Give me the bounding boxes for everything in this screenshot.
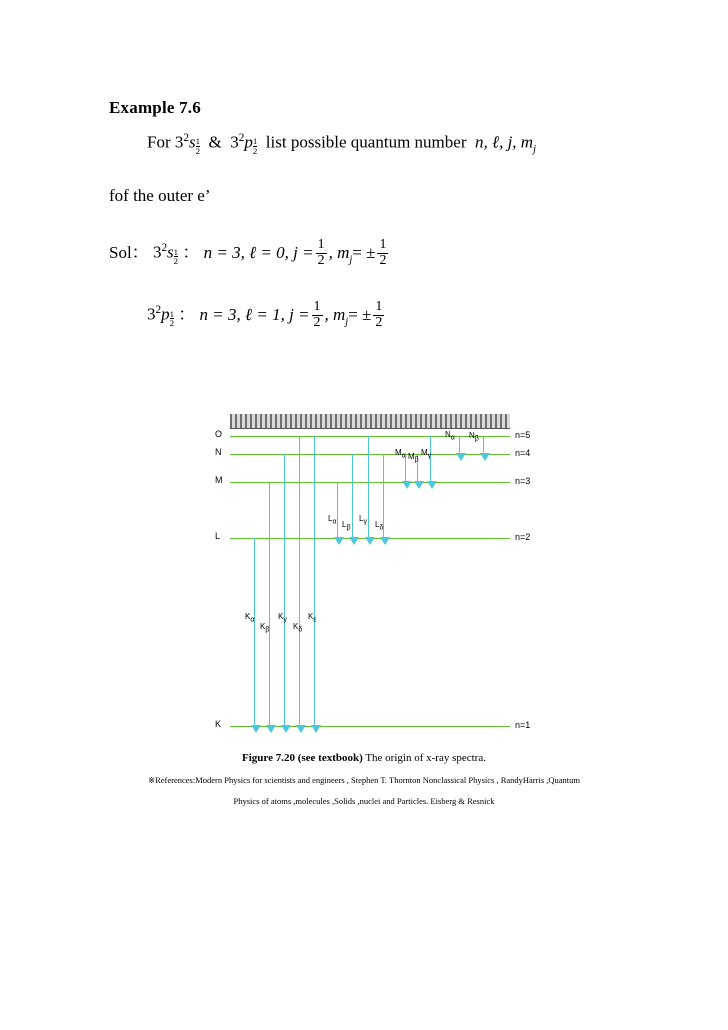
transition-arrow-N-beta bbox=[483, 436, 484, 454]
level-label-L: L bbox=[215, 531, 221, 541]
sol-state-3s-half: $3^2s$ $\frac{1}{2}$ bbox=[152, 242, 179, 267]
problem-statement bbox=[147, 132, 536, 156]
j-fraction: $\frac{1}{2}$ bbox=[252, 136, 258, 157]
mj-equals: = ± bbox=[352, 243, 376, 262]
transition-label-K-alpha: Kα bbox=[245, 612, 255, 624]
level-line-N bbox=[230, 454, 510, 455]
level-label-O: O bbox=[215, 429, 223, 439]
level-n-label-4: n=4 bbox=[515, 448, 531, 458]
transition-arrow-K-alpha bbox=[254, 538, 255, 726]
solution-line-2 bbox=[147, 300, 386, 331]
transition-arrow-K-beta bbox=[269, 482, 270, 726]
l-equation: ℓ = 0, bbox=[249, 243, 289, 262]
continuum-hatch-band bbox=[230, 414, 510, 429]
sol-state-3p-half: $3^2p$ $\frac{1}{2}$ bbox=[147, 304, 175, 329]
mj-value-fraction: $\frac{1}{2}$ bbox=[375, 298, 383, 330]
level-label-N: N bbox=[215, 447, 222, 457]
transition-arrow-K-delta bbox=[299, 436, 300, 726]
figure-caption-bold: Figure 7.20 (see textbook) bbox=[242, 752, 363, 764]
transition-arrow-K-gamma bbox=[284, 454, 285, 726]
references-line-2: Physics of atoms ,molecules ,Solids ,nuclei and Particles. Eisberg & Resnick bbox=[233, 796, 495, 806]
mj-equals: = ± bbox=[348, 305, 372, 324]
transition-arrow-L-gamma bbox=[368, 436, 369, 538]
colon: ： bbox=[182, 243, 200, 262]
mj-value-fraction: $\frac{1}{2}$ bbox=[379, 236, 387, 268]
quantum-numbers-subscript: j bbox=[533, 144, 537, 156]
transition-arrow-K-epsilon bbox=[314, 436, 315, 726]
transition-label-K-beta: Kβ bbox=[260, 622, 270, 634]
solution-line-1 bbox=[109, 238, 390, 269]
transition-label-N-alpha: Nα bbox=[445, 430, 455, 442]
mj-subscript: j bbox=[349, 254, 353, 266]
transition-label-M-beta: Mβ bbox=[408, 452, 419, 464]
transition-arrow-N-alpha bbox=[459, 436, 460, 454]
transition-label-N-beta: Nβ bbox=[469, 431, 479, 443]
j-equation: j = bbox=[289, 305, 310, 324]
transition-label-K-epsilon: Kε bbox=[308, 612, 317, 624]
ampersand: & bbox=[208, 132, 222, 152]
state-3p-half: $3^2p$ $\frac{1}{2}$ bbox=[230, 132, 258, 157]
level-line-O bbox=[230, 436, 510, 437]
figure-caption bbox=[0, 752, 728, 764]
transition-arrow-L-alpha bbox=[337, 482, 338, 538]
transition-label-M-alpha: Mα bbox=[395, 448, 406, 460]
j-fraction: $\frac{1}{2}$ bbox=[169, 308, 175, 329]
level-n-label-1: n=1 bbox=[515, 720, 531, 730]
problem-second-line: fof the outer e’ bbox=[109, 186, 211, 205]
j-value-fraction: $\frac{1}{2}$ bbox=[313, 298, 321, 330]
n-equation: n = 3, bbox=[203, 243, 245, 262]
level-label-M: M bbox=[215, 475, 223, 485]
page-title: Example 7.6 bbox=[109, 98, 201, 117]
transition-label-L-delta: Lδ bbox=[375, 520, 384, 532]
mj-equation: , m bbox=[324, 305, 346, 324]
sol-label: Sol： bbox=[109, 243, 149, 262]
level-label-K: K bbox=[215, 719, 222, 729]
transition-label-M-gamma: Mγ bbox=[421, 448, 432, 460]
transition-label-L-beta: Lβ bbox=[342, 520, 351, 532]
level-line-M bbox=[230, 482, 510, 483]
state-3s-half: $3^2s$ $\frac{1}{2}$ bbox=[174, 132, 201, 157]
transition-label-K-delta: Kδ bbox=[293, 622, 303, 634]
l-equation: ℓ = 1, bbox=[245, 305, 285, 324]
colon: ： bbox=[178, 305, 196, 324]
j-fraction: $\frac{1}{2}$ bbox=[195, 136, 201, 157]
level-n-label-2: n=2 bbox=[515, 532, 531, 542]
for-label: For bbox=[147, 132, 171, 152]
figure-caption-text: The origin of x-ray spectra. bbox=[362, 752, 486, 764]
mj-equation: , m bbox=[328, 243, 350, 262]
transition-label-L-alpha: Lα bbox=[328, 514, 337, 526]
mj-subscript: j bbox=[345, 316, 349, 328]
transition-label-K-gamma: Kγ bbox=[278, 612, 287, 624]
quantum-numbers: n, ℓ, j, m bbox=[474, 132, 534, 152]
level-n-label-3: n=3 bbox=[515, 476, 531, 486]
xray-spectra-figure bbox=[205, 408, 535, 738]
transition-label-L-gamma: Lγ bbox=[359, 514, 367, 526]
j-equation: j = bbox=[293, 243, 314, 262]
n-equation: n = 3, bbox=[199, 305, 241, 324]
transition-arrow-L-beta bbox=[352, 454, 353, 538]
j-value-fraction: $\frac{1}{2}$ bbox=[317, 236, 325, 268]
instruction-text: list possible quantum number bbox=[265, 132, 467, 152]
j-fraction: $\frac{1}{2}$ bbox=[173, 246, 179, 267]
level-n-label-5: n=5 bbox=[515, 430, 531, 440]
references-line-1: ※References:Modern Physics for scientists and engineers , Stephen T. Thornton Nonclassical Physics , RandyHarris ,Quantum bbox=[147, 775, 581, 785]
